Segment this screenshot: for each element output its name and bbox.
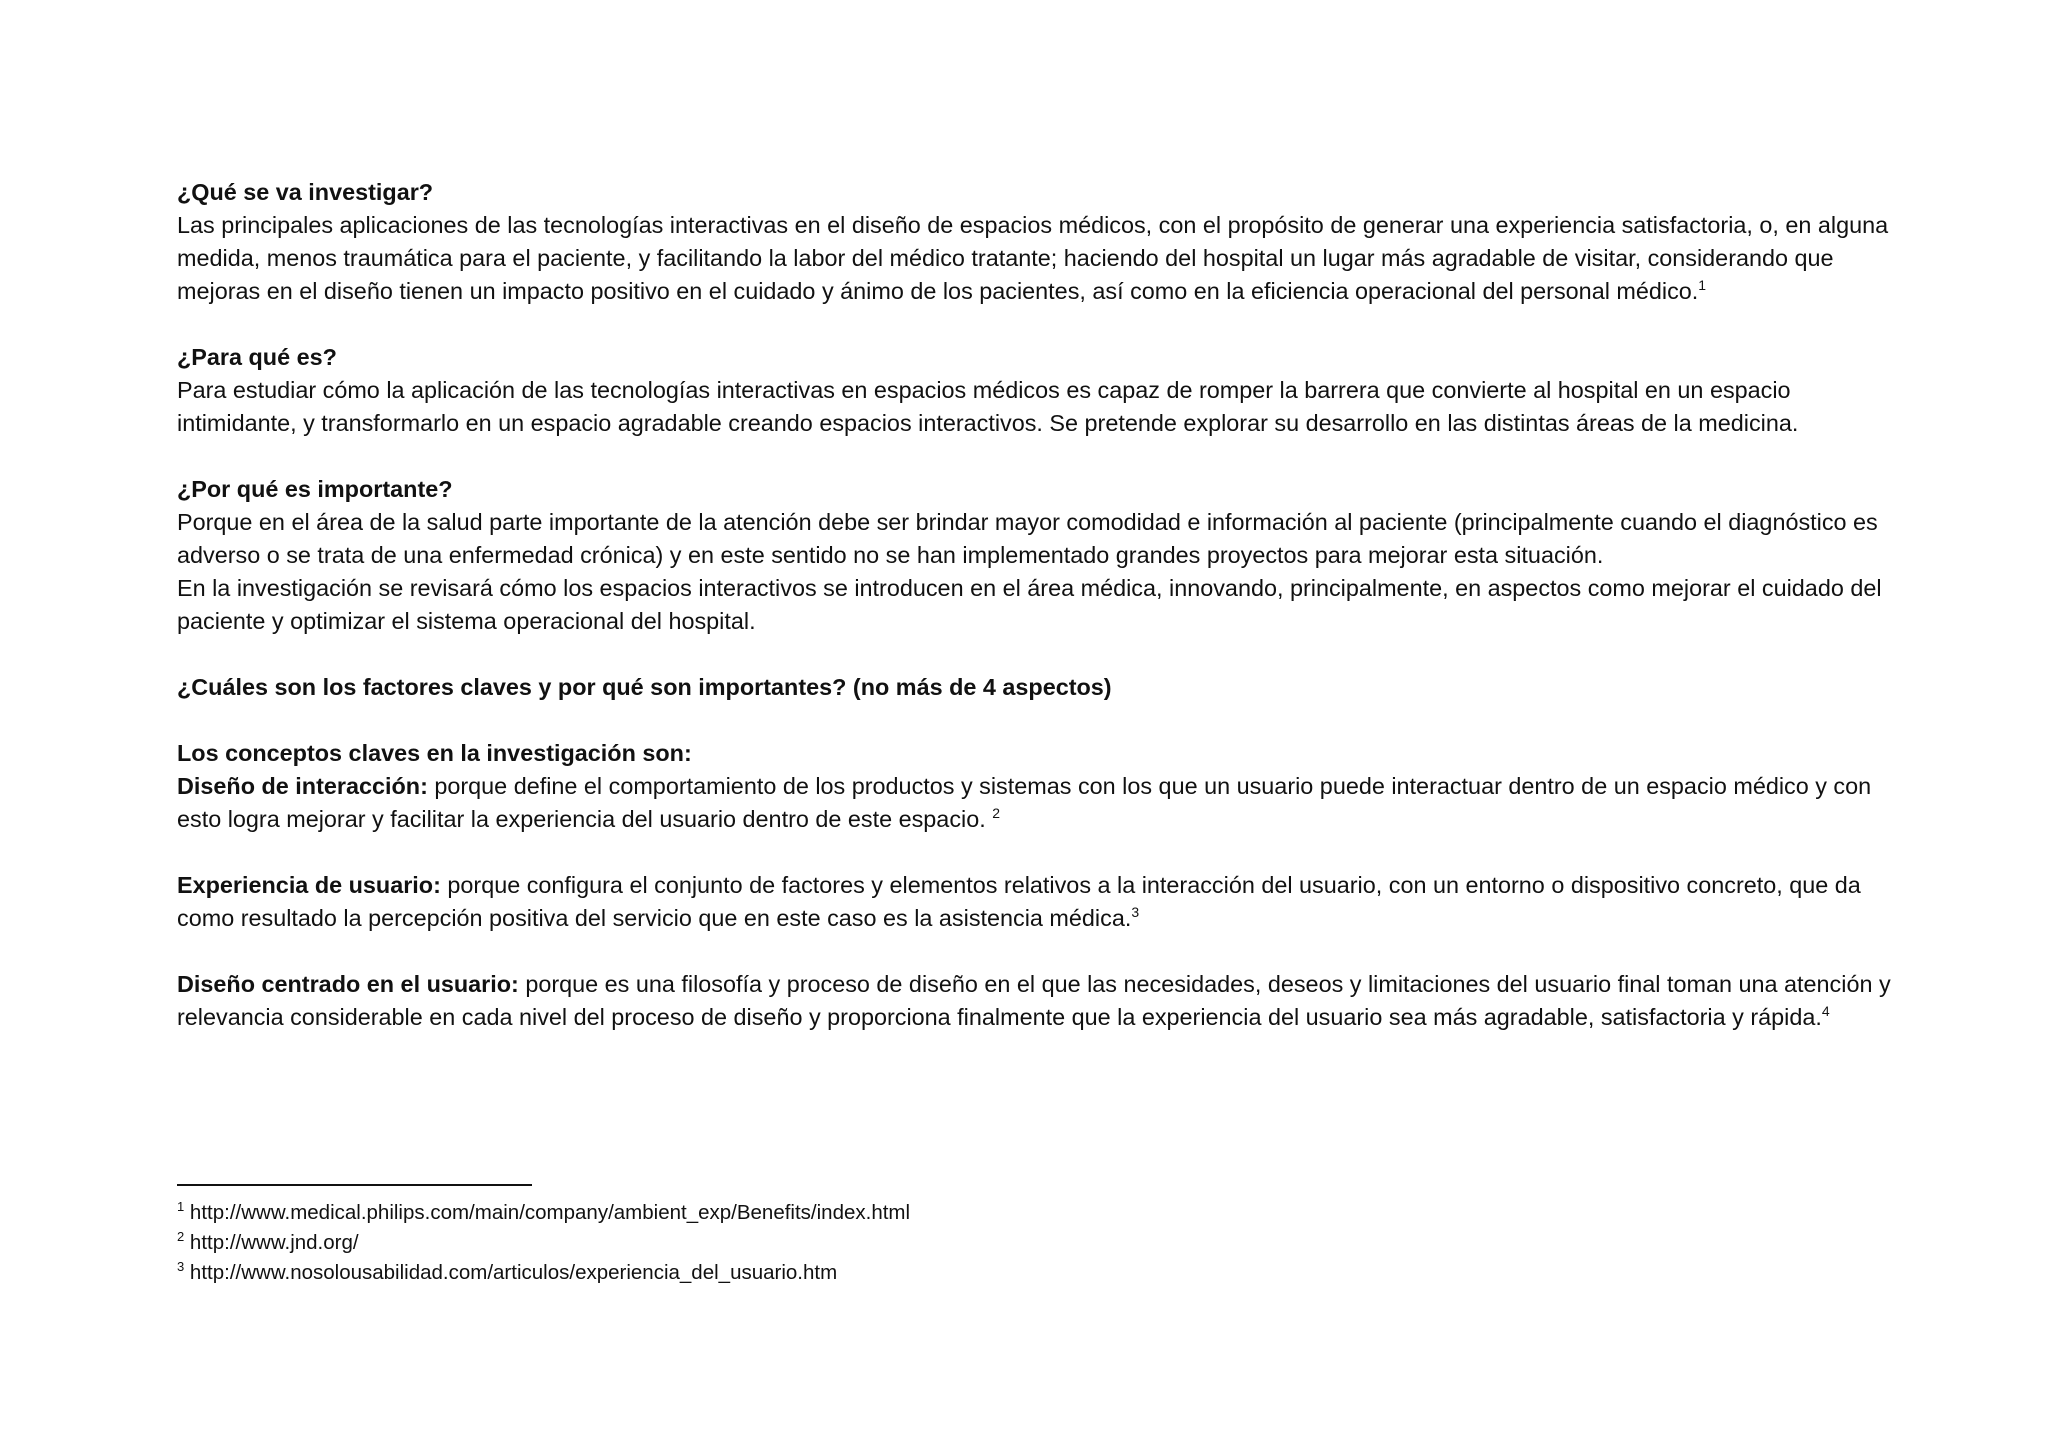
section-paragraph-que (177, 209, 1897, 308)
section-paragraph-por-2: En la investigación se revisará cómo los espacios interactivos se introducen en el área médica, innovando, principalmente, en aspectos como mejorar el cuidado del paciente y optimizar el sistema operacional del hospital. (177, 575, 1882, 634)
concept-label: Diseño centrado en el usuario: (177, 971, 519, 997)
footnote-link[interactable]: http://www.medical.philips.com/main/company/ambient_exp/Benefits/index.html (184, 1201, 911, 1224)
footnotes (177, 1184, 1577, 1288)
footnote-ref[interactable]: 1 (1698, 277, 1707, 294)
section-paragraph-para: Para estudiar cómo la aplicación de las tecnologías interactivas en espacios médicos es capaz de romper la barrera que convierte al hospital en un espacio intimidante, y transformarlo en un espacio agradable creando espacios interactivos. Se pretende explorar su desarrollo en las distintas áreas de la medicina. (177, 377, 1799, 436)
footnote-item (177, 1228, 1577, 1258)
footnote-link[interactable]: http://www.nosolousabilidad.com/articulos/experiencia_del_usuario.htm (184, 1261, 838, 1284)
section-heading-por: ¿Por qué es importante? (177, 476, 453, 502)
footnote-link[interactable]: http://www.jnd.org/ (184, 1231, 359, 1254)
concept-text: porque define el comportamiento de los productos y sistemas con los que un usuario puede interactuar dentro de un espacio médico y con esto logra mejorar y facilitar la experiencia del usuario dentro de este espacio. (177, 773, 1872, 832)
concept-text: porque configura el conjunto de factores y elementos relativos a la interacción del usuario, con un entorno o dispositivo concreto, que da como resultado la percepción positiva del servicio que en este caso es la asistencia médica. (177, 872, 1861, 931)
footnote-ref[interactable]: 4 (1821, 1003, 1830, 1020)
concept-text: porque es una filosofía y proceso de diseño en el que las necesidades, deseos y limitaciones del usuario final toman una atención y relevancia considerable en cada nivel del proceso de diseño y proporciona finalmente que la experiencia del usuario sea más agradable, satisfactoria y rápida. (177, 971, 1891, 1030)
footnote-item (177, 1258, 1577, 1288)
spacer (177, 704, 1897, 737)
concept-item (177, 869, 1897, 935)
document-body (177, 176, 1897, 1034)
spacer (177, 836, 1897, 869)
footnote-number: 2 (177, 1229, 185, 1245)
paragraph-text: Las principales aplicaciones de las tecnologías interactivas en el diseño de espacios médicos, con el propósito de generar una experiencia satisfactoria, o, en alguna medida, menos traumática para el paciente, y facilitando la labor del médico tratante; haciendo del hospital un lugar más agradable de visitar, considerando que mejoras en el diseño tienen un impacto positivo en el cuidado y ánimo de los pacientes, así como en la eficiencia operacional del personal médico. (177, 212, 1889, 304)
spacer (177, 638, 1897, 671)
footnote-ref[interactable]: 2 (992, 805, 1001, 822)
section-heading-factores: ¿Cuáles son los factores claves y por qué son importantes? (no más de 4 aspectos) (177, 674, 1112, 700)
footnote-separator (177, 1184, 532, 1186)
footnote-item (177, 1198, 1577, 1228)
footnote-number: 1 (177, 1199, 185, 1215)
concept-item (177, 770, 1897, 836)
footnote-ref[interactable]: 3 (1131, 904, 1140, 921)
section-heading-para: ¿Para qué es? (177, 344, 337, 370)
footnote-number: 3 (177, 1259, 185, 1275)
spacer (177, 308, 1897, 341)
section-heading-conceptos: Los conceptos claves en la investigación son: (177, 740, 692, 766)
spacer (177, 440, 1897, 473)
concept-label: Experiencia de usuario: (177, 872, 441, 898)
section-paragraph-por-1: Porque en el área de la salud parte importante de la atención debe ser brindar mayor comodidad e información al paciente (principalmente cuando el diagnóstico es adverso o se trata de una enfermedad crónica) y en este sentido no se han implementado grandes proyectos para mejorar esta situación. (177, 509, 1878, 568)
spacer (177, 935, 1897, 968)
section-heading-que: ¿Qué se va investigar? (177, 179, 434, 205)
concept-label: Diseño de interacción: (177, 773, 428, 799)
concept-item (177, 968, 1897, 1034)
